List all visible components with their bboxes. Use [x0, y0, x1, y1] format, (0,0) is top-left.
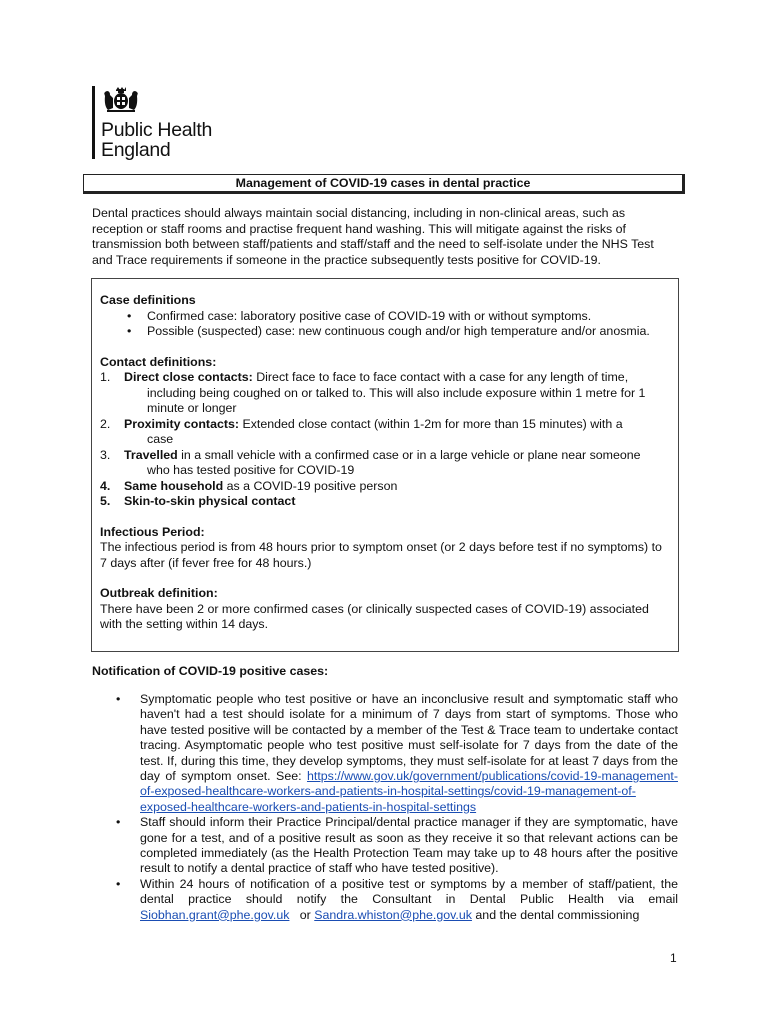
intro-paragraph: Dental practices should always maintain social distancing, including in non-clinical areas, such as reception or staff rooms and practise frequent hand washing. This will mitigate against the risks of transmission both between staff/patients and staff/staff and the need to self-isolate under the NHS Test and Trace requirements if someone in the practice subsequently tests positive for COVID-19. — [92, 206, 654, 267]
document-title: Management of COVID-19 cases in dental practice — [83, 174, 685, 194]
case-definitions-heading: Case definitions — [100, 293, 196, 307]
bullet-icon: • — [127, 324, 132, 338]
outbreak-definition-text: There have been 2 or more confirmed cases (or clinically suspected cases of COVID-19) associated with the setting within 14 days. — [100, 601, 649, 631]
phe-logo — [92, 86, 272, 166]
email-link-sandra[interactable]: Sandra.whiston@phe.gov.uk — [314, 907, 472, 922]
notification-item: • Within 24 hours of notification of a positive test or symptoms by a member of staff/patient, the dental practice should notify the Consultant in Dental Public Health via email Siobhan.grant@phe.gov.uk or Sandra.whiston@phe.gov.uk and the dental commissioning — [116, 876, 678, 922]
contact-item: 4. Same household as a COVID-19 positive person — [100, 478, 398, 493]
notification-item: • Staff should inform their Practice Principal/dental practice manager if they are symptomatic, have gone for a test, and of a positive result as soon as they receive it so that relevant actions can be completed immediately (as the Health Protection Team may take up to 48 hours after the positive result to notify a dental practice of staff who have tested positive). — [116, 815, 678, 876]
notification-list — [92, 692, 678, 923]
contact-item: 1. Direct close contacts: Direct face to face to face contact with a case for any length of time, including being coughed on or talked to. This will also include exposure within 1 metre for 1 minute or longer — [100, 370, 646, 415]
logo-text-line2: England — [101, 139, 171, 161]
definitions-box — [91, 278, 679, 652]
contact-item: 3. Travelled in a small vehicle with a confirmed case or in a large vehicle or plane near someone who has tested positive for COVID-19 — [100, 447, 641, 477]
royal-crest-icon — [101, 86, 141, 114]
bullet-icon: • — [116, 815, 121, 830]
notification-item: • Symptomatic people who test positive or have an inconclusive result and symptomatic staff who haven't had a test should isolate for a minimum of 7 days from start of symptoms. Those who have tested positive will be contacted by a member of the Test & Trace team to undertake contact tracing. Asymptomatic people who test positive must self-isolate for 7 days from the date of the test. If, during this time, they develop symptoms, they must self-isolate for at least 7 days from the day of symptom onset. See: https://www.gov.uk/government/publications/covid-19-management-of-exposed-healthcare-workers-and-patients-in-hospital-settings/covid-19-management-of-exposed-healthcare-workers-and-patients-in-hospital-settings — [116, 692, 678, 814]
case-item: • Confirmed case: laboratory positive case of COVID-19 with or without symptoms. — [127, 308, 592, 323]
bullet-icon: • — [127, 308, 132, 323]
infectious-period-text: The infectious period is from 48 hours prior to symptom onset (or 2 days before test if no symptoms) to 7 days after (if fever free for 48 hours.) — [100, 540, 662, 570]
logo-text-line1: Public Health — [101, 119, 212, 141]
page-number: 1 — [670, 951, 677, 965]
email-link-siobhan[interactable]: Siobhan.grant@phe.gov.uk — [140, 907, 290, 922]
contact-definitions-heading: Contact definitions: — [100, 354, 217, 369]
gov-uk-guidance-link[interactable]: https://www.gov.uk/government/publications/covid-19-management-of-exposed-healthcare-workers-and-patients-in-hospital-settings/covid-19-management-of-exposed-healthcare-workers-and-patients-in-hospital-settings — [140, 769, 678, 814]
bullet-icon: • — [116, 692, 121, 706]
contact-item: 5. Skin-to-skin physical contact — [100, 494, 296, 508]
infectious-period-heading: Infectious Period: — [100, 524, 205, 539]
contact-item: 2. Proximity contacts: Extended close contact (within 1-2m for more than 15 minutes) with a case — [100, 416, 623, 446]
outbreak-definition-heading: Outbreak definition: — [100, 586, 218, 600]
case-item: • Possible (suspected) case: new continuous cough and/or high temperature and/or anosmia. — [127, 324, 650, 338]
notification-heading: Notification of COVID-19 positive cases: — [92, 664, 329, 678]
logo-bar — [92, 86, 95, 159]
bullet-icon: • — [116, 876, 121, 891]
